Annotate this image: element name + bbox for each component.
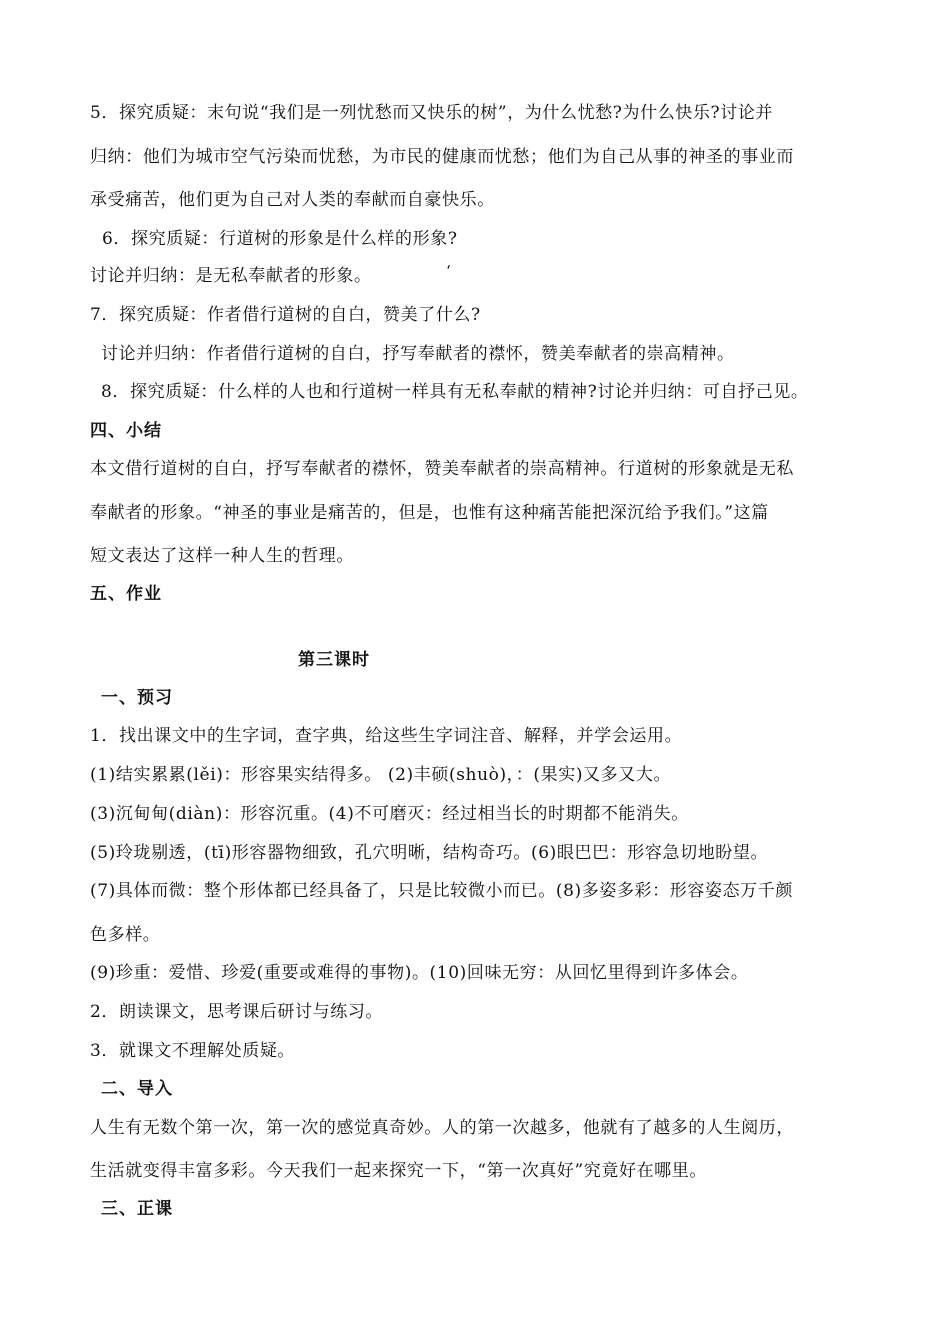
lesson-title: 第三课时 <box>298 650 370 670</box>
text-line: 人生有无数个第一次，第一次的感觉真奇妙。人的第一次越多，他就有了越多的人生阅历， <box>90 1118 794 1138</box>
text-line: 色多样。 <box>90 925 161 945</box>
text-line: 7．探究质疑：作者借行道树的自白，赞美了什么? <box>90 305 481 325</box>
text-line: 短文表达了这样一种人生的哲理。 <box>90 546 354 566</box>
section-heading-main-lesson: 三、正课 <box>101 1199 173 1219</box>
text-line: 3．就课文不理解处质疑。 <box>90 1041 296 1061</box>
text-line: (5)玲珑剔透，(tī)形容器物细致，孔穴明晰，结构奇巧。(6)眼巴巴：形容急切地盼望。 <box>90 843 769 863</box>
text-line: 生活就变得丰富多彩。今天我们一起来探究一下，“第一次真好”究竟好在哪里。 <box>90 1161 707 1181</box>
text-line: (9)珍重：爱惜、珍爱(重要或难得的事物)。(10)回味无穷：从回忆里得到许多体会。 <box>90 963 749 983</box>
text-line: 2．朗读课文，思考课后研讨与练习。 <box>90 1002 384 1022</box>
text-line: 5．探究质疑：末句说“我们是一列忧愁而又快乐的树”，为什么忧愁?为什么快乐?讨论并 <box>90 103 774 123</box>
text-line: 8．探究质疑：什么样的人也和行道树一样具有无私奉献的精神?讨论并归纳：可自抒己见。 <box>101 382 809 402</box>
text-line: 讨论并归纳：作者借行道树的自白，抒写奉献者的襟怀，赞美奉献者的崇高精神。 <box>101 344 735 364</box>
text-line: 6．探究质疑：行道树的形象是什么样的形象? <box>102 229 458 249</box>
section-heading-preview: 一、预习 <box>101 688 173 708</box>
stray-mark: ‘ <box>446 262 451 280</box>
section-heading-intro: 二、导入 <box>101 1079 173 1099</box>
text-line: 奉献者的形象。“神圣的事业是痛苦的，但是，也惟有这种痛苦能把深沉给予我们。”这篇 <box>90 503 769 523</box>
section-heading-summary: 四、小结 <box>90 421 162 441</box>
text-line: (7)具体而微：整个形体都已经具备了，只是比较微小而已。(8)多姿多彩：形容姿态万千颜 <box>90 881 793 901</box>
section-heading-homework: 五、作业 <box>90 584 162 604</box>
text-line: 1．找出课文中的生字词，查字典，给这些生字词注音、解释，并学会运用。 <box>90 726 683 746</box>
text-line: 讨论并归纳：是无私奉献者的形象。 <box>90 266 372 286</box>
text-line: 承受痛苦，他们更为自己对人类的奉献而自豪快乐。 <box>90 190 495 210</box>
text-line: (3)沉甸甸(diàn)：形容沉重。(4)不可磨灭：经过相当长的时期都不能消失。 <box>90 804 689 824</box>
text-line: (1)结实累累(lěi)：形容果实结得多。 (2)丰硕(shuò)，：(果实)又多又大。 <box>90 765 672 785</box>
text-line: 本文借行道树的自白，抒写奉献者的襟怀，赞美奉献者的崇高精神。行道树的形象就是无私 <box>90 459 794 479</box>
text-line: 归纳：他们为城市空气污染而忧愁，为市民的健康而忧愁；他们为自己从事的神圣的事业而 <box>90 147 794 167</box>
